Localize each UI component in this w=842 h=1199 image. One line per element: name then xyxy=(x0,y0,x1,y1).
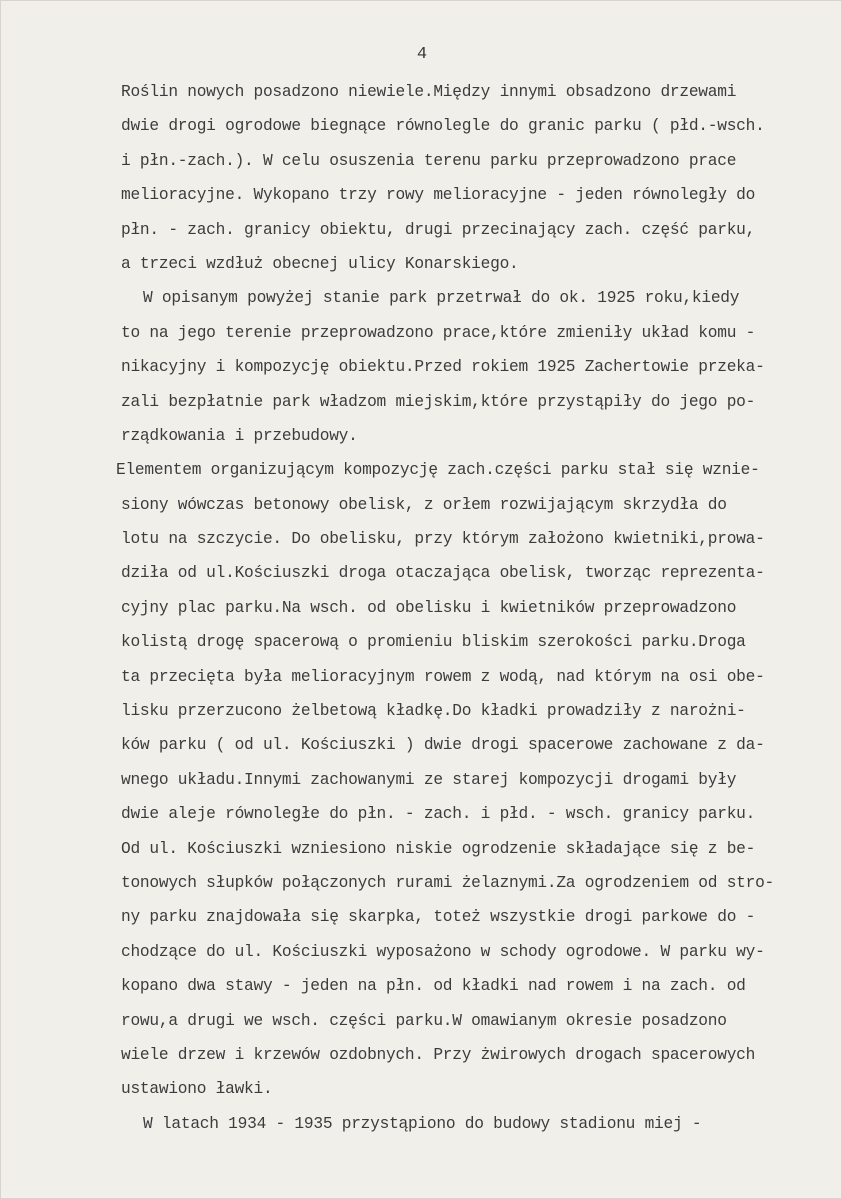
text-line: wnego układu.Innymi zachowanymi ze starej kompozycji drogami były xyxy=(121,770,737,789)
text-line: dwie drogi ogrodowe biegnące równolegle do granic parku ( płd.-wsch. xyxy=(121,117,765,136)
page-number: 4 xyxy=(416,45,428,64)
text-line: W opisanym powyżej stanie park przetrwał do ok. 1925 roku,kiedy xyxy=(143,289,740,308)
text-line: W latach 1934 - 1935 przystąpiono do budowy stadionu miej - xyxy=(143,1114,702,1133)
text-line: wiele drzew i krzewów ozdobnych. Przy żwirowych drogach spacerowych xyxy=(121,1045,756,1064)
text-line: cyjny plac parku.Na wsch. od obelisku i kwietników przeprowadzono xyxy=(121,598,737,617)
text-line: i płn.-zach.). W celu osuszenia terenu parku przeprowadzono prace xyxy=(121,151,737,170)
text-line: płn. - zach. granicy obiektu, drugi przecinający zach. część parku, xyxy=(121,220,756,239)
text-line: siony wówczas betonowy obelisk, z orłem rozwijającym skrzydła do xyxy=(121,495,727,514)
text-line: dziła od ul.Kościuszki droga otaczająca obelisk, tworząc reprezenta- xyxy=(121,564,765,583)
text-line: kopano dwa stawy - jeden na płn. od kładki nad rowem i na zach. od xyxy=(121,977,746,996)
text-line: kolistą drogę spacerową o promieniu bliskim szerokości parku.Droga xyxy=(121,633,746,652)
text-line: a trzeci wzdłuż obecnej ulicy Konarskiego. xyxy=(121,254,519,273)
text-line: Elementem organizującym kompozycję zach.części parku stał się wznie- xyxy=(116,461,760,480)
text-line: zali bezpłatnie park władzom miejskim,które przystąpiły do jego po- xyxy=(121,392,756,411)
text-line: rządkowania i przebudowy. xyxy=(121,426,358,445)
body-text xyxy=(116,75,837,1141)
text-line: ny parku znajdowała się skarpka, toteż wszystkie drogi parkowe do - xyxy=(121,908,756,927)
text-line: ków parku ( od ul. Kościuszki ) dwie drogi spacerowe zachowane z da- xyxy=(121,736,765,755)
text-line: nikacyjny i kompozycję obiektu.Przed rokiem 1925 Zachertowie przeka- xyxy=(121,358,765,377)
text-line: Od ul. Kościuszki wzniesiono niskie ogrodzenie składające się z be- xyxy=(121,839,756,858)
text-line: to na jego terenie przeprowadzono prace,które zmieniły układ komu - xyxy=(121,323,756,342)
text-line: dwie aleje równoległe do płn. - zach. i płd. - wsch. granicy parku. xyxy=(121,805,756,824)
text-line: ustawiono ławki. xyxy=(121,1080,273,1099)
text-line: lisku przerzucono żelbetową kładkę.Do kładki prowadziły z narożni- xyxy=(121,702,746,721)
text-line: tonowych słupków połączonych rurami żelaznymi.Za ogrodzeniem od stro- xyxy=(121,873,775,892)
text-line: rowu,a drugi we wsch. części parku.W omawianym okresie posadzono xyxy=(121,1011,727,1030)
text-line: lotu na szczycie. Do obelisku, przy którym założono kwietniki,prowa- xyxy=(121,530,765,549)
text-line: ta przecięta była melioracyjnym rowem z wodą, nad którym na osi obe- xyxy=(121,667,765,686)
text-line: chodzące do ul. Kościuszki wyposażono w schody ogrodowe. W parku wy- xyxy=(121,942,765,961)
text-line: melioracyjne. Wykopano trzy rowy melioracyjne - jeden równoległy do xyxy=(121,186,756,205)
text-line: Roślin nowych posadzono niewiele.Między innymi obsadzono drzewami xyxy=(121,83,737,101)
